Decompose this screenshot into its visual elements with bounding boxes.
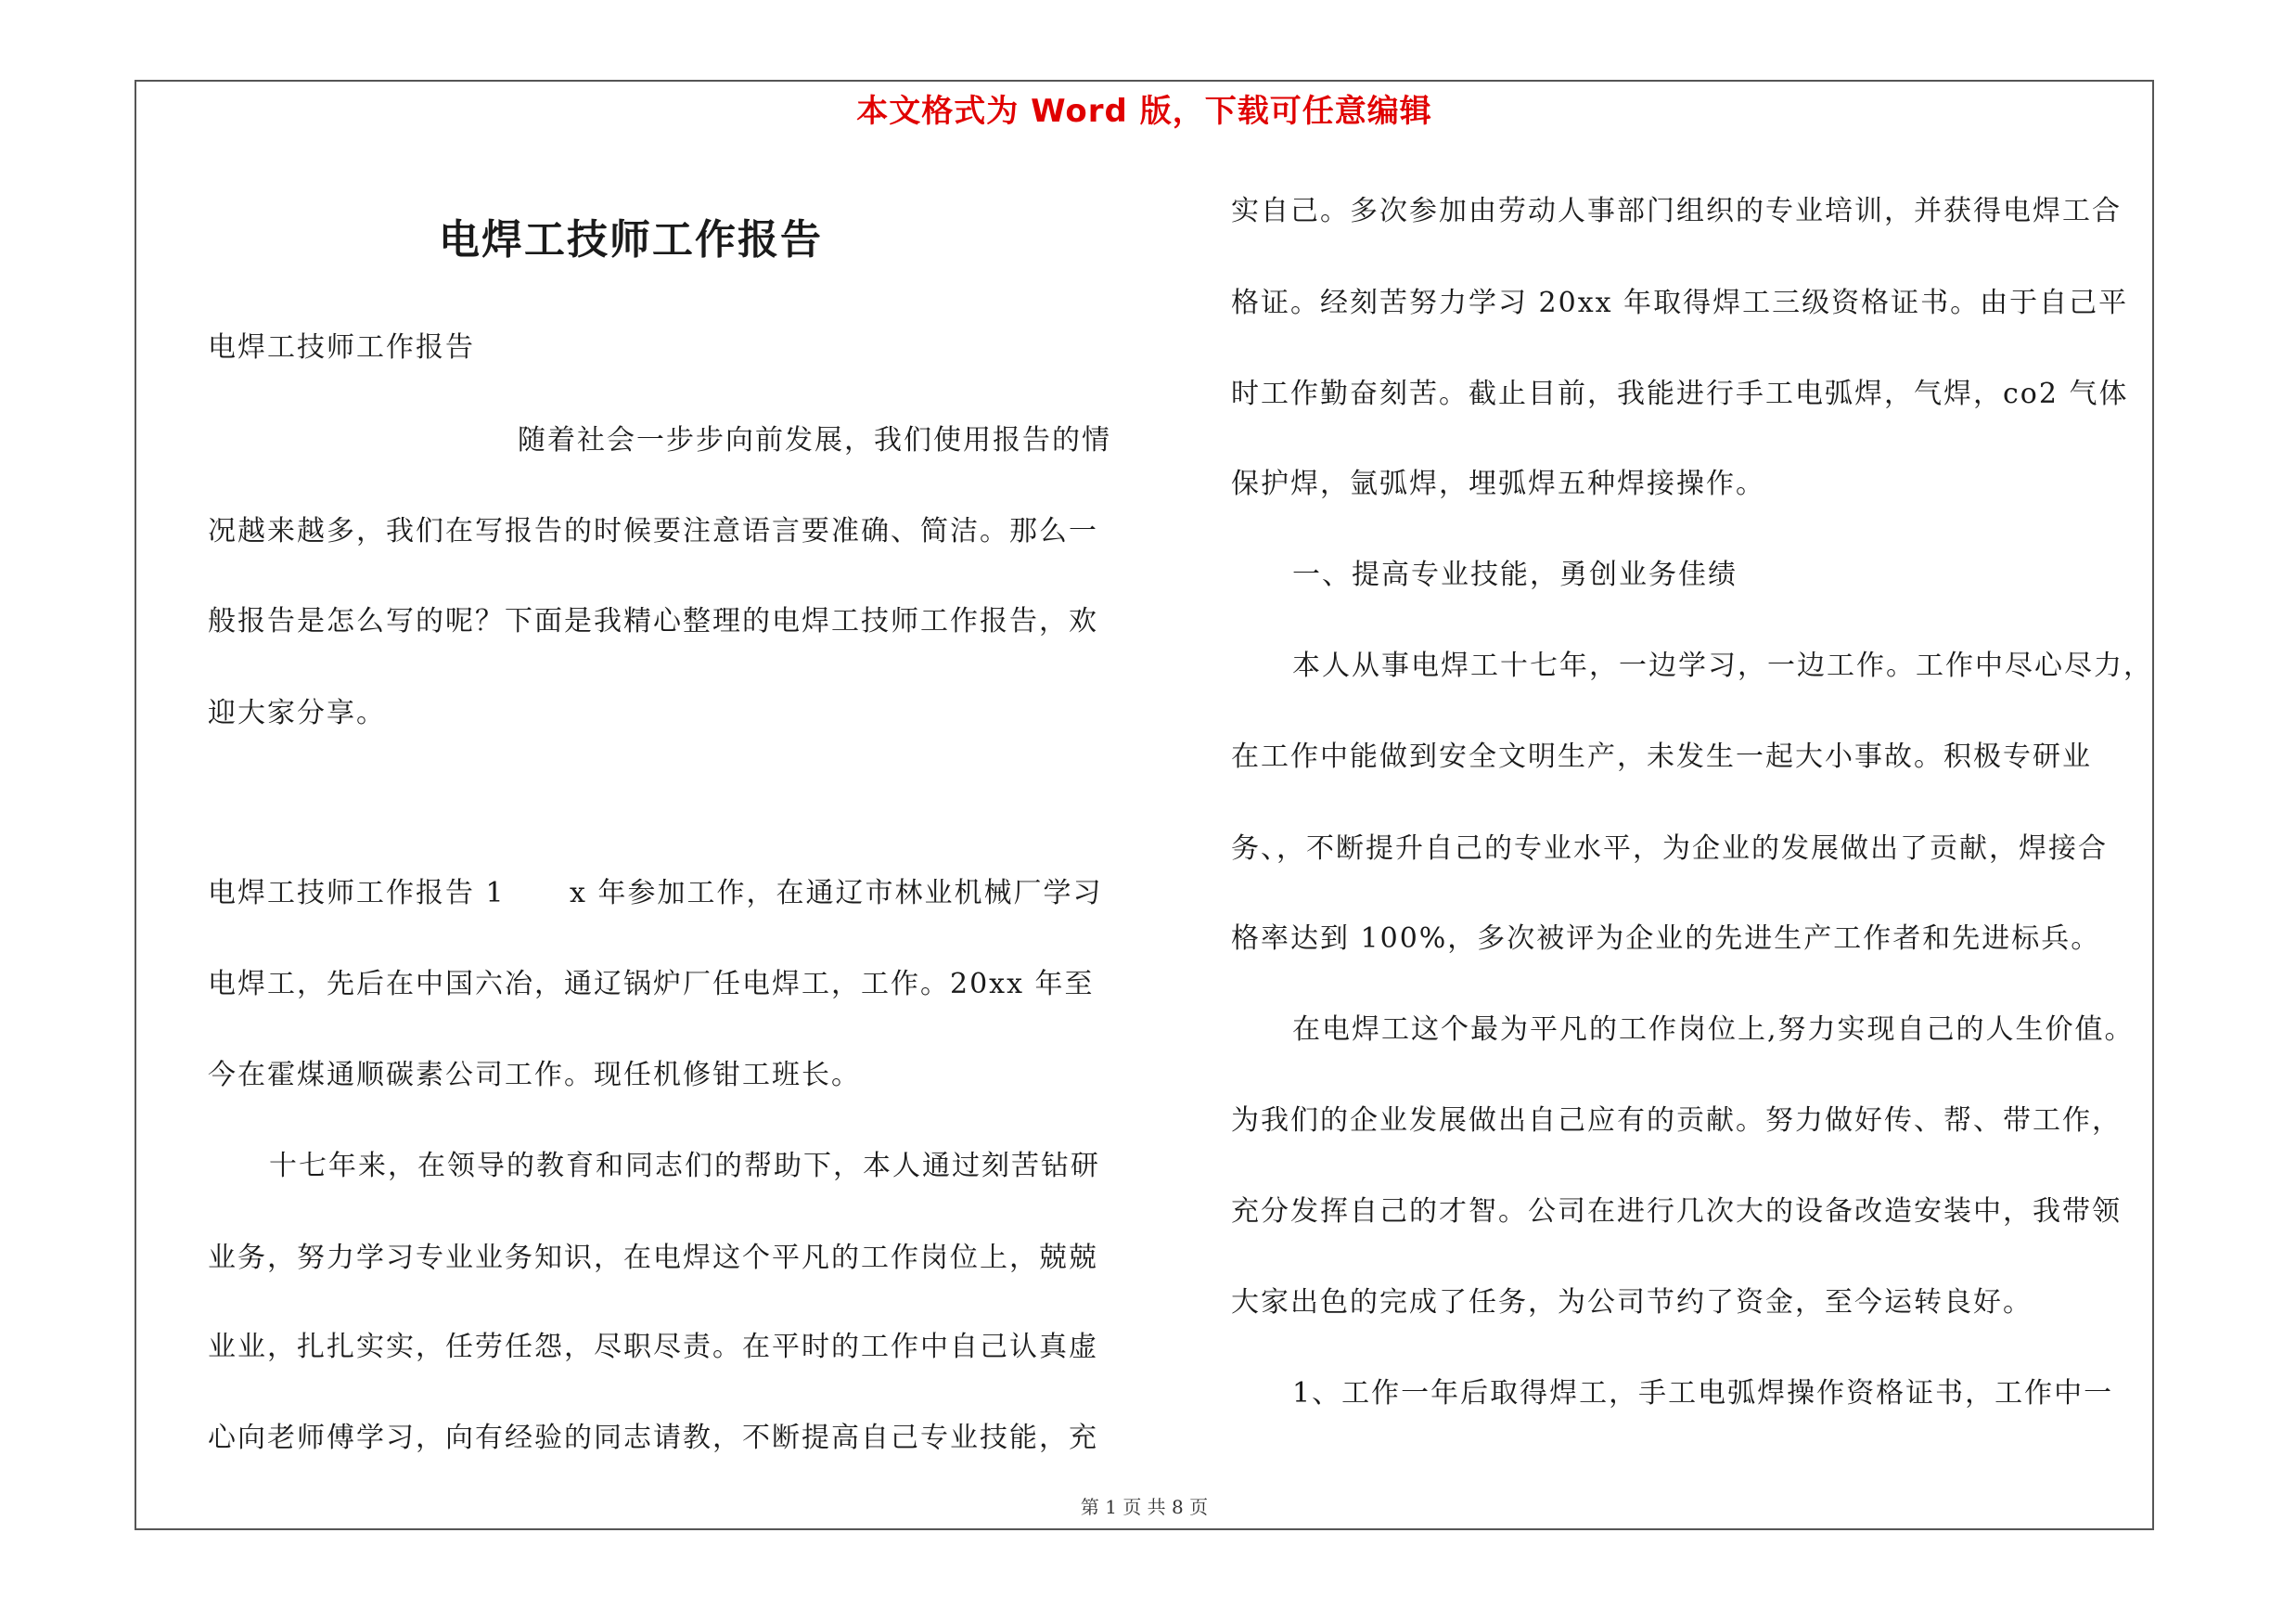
left-paragraph-line: 电焊工，先后在中国六冶，通辽锅炉厂任电焊工，工作。20xx 年至 — [208, 968, 1095, 1000]
right-paragraph-line: 1、工作一年后取得焊工，手工电弧焊操作资格证书，工作中一 — [1292, 1377, 2114, 1410]
page-number-footer: 第 1 页 共 8 页 — [1080, 1496, 1209, 1518]
left-paragraph-line: 随着社会一步步向前发展，我们使用报告的情 — [518, 424, 1111, 457]
word-format-banner: 本文格式为 Word 版，下载可任意编辑 — [856, 93, 1432, 130]
right-paragraph-line: 大家出色的完成了任务，为公司节约了资金，至今运转良好。 — [1231, 1286, 2033, 1319]
left-paragraph-line: 业业，扎扎实实，任劳任怨，尽职尽责。在平时的工作中自己认真虚 — [208, 1331, 1098, 1363]
left-paragraph-line: 电焊工技师工作报告 — [208, 331, 475, 364]
left-paragraph-line: 十七年来，在领导的教育和同志们的帮助下，本人通过刻苦钻研 — [269, 1150, 1100, 1182]
right-paragraph-line: 保护焊，氩弧焊，埋弧焊五种焊接操作。 — [1231, 468, 1765, 500]
right-paragraph-line: 在工作中能做到安全文明生产，未发生一起大小事故。积极专研业 — [1231, 741, 2092, 773]
right-paragraph-line: 时工作勤奋刻苦。截止目前，我能进行手工电弧焊，气焊，co2 气体 — [1231, 378, 2129, 410]
left-paragraph-line: x 年参加工作，在通辽市林业机械厂学习 — [570, 877, 1103, 909]
right-paragraph-line: 实自己。多次参加由劳动人事部门组织的专业培训，并获得电焊工合 — [1231, 195, 2122, 227]
left-paragraph-line: 迎大家分享。 — [208, 697, 386, 729]
right-paragraph-line: 格率达到 100%，多次被评为企业的先进生产工作者和先进标兵。 — [1231, 922, 2101, 955]
right-paragraph-line: 格证。经刻苦努力学习 20xx 年取得焊工三级资格证书。由于自己平 — [1231, 287, 2129, 319]
left-paragraph-line: 况越来越多，我们在写报告的时候要注意语言要准确、简洁。那么一 — [208, 515, 1098, 547]
left-paragraph-line: 业务，努力学习专业业务知识，在电焊这个平凡的工作岗位上，兢兢 — [208, 1242, 1098, 1274]
document-title: 电焊工技师工作报告 — [439, 216, 823, 264]
section-heading: 电焊工技师工作报告 1 — [208, 877, 506, 909]
left-paragraph-line: 般报告是怎么写的呢？下面是我精心整理的电焊工技师工作报告，欢 — [208, 605, 1098, 638]
right-paragraph-line: 充分发挥自己的才智。公司在进行几次大的设备改造安装中，我带领 — [1231, 1195, 2122, 1228]
right-paragraph-line: 为我们的企业发展做出自己应有的贡献。努力做好传、帮、带工作， — [1231, 1104, 2122, 1137]
right-paragraph-line: 在电焊工这个最为平凡的工作岗位上,努力实现自己的人生价值。 — [1292, 1013, 2135, 1046]
left-paragraph-line: 今在霍煤通顺碳素公司工作。现任机修钳工班长。 — [208, 1059, 861, 1091]
right-paragraph-line: 本人从事电焊工十七年，一边学习，一边工作。工作中尽心尽力， — [1292, 650, 2153, 682]
section-heading: 一、提高专业技能，勇创业务佳绩 — [1292, 559, 1738, 591]
right-paragraph-line: 务、，不断提升自己的专业水平，为企业的发展做出了贡献，焊接合 — [1231, 832, 2108, 865]
left-paragraph-line: 心向老师傅学习，向有经验的同志请教，不断提高自己专业技能，充 — [208, 1422, 1098, 1454]
